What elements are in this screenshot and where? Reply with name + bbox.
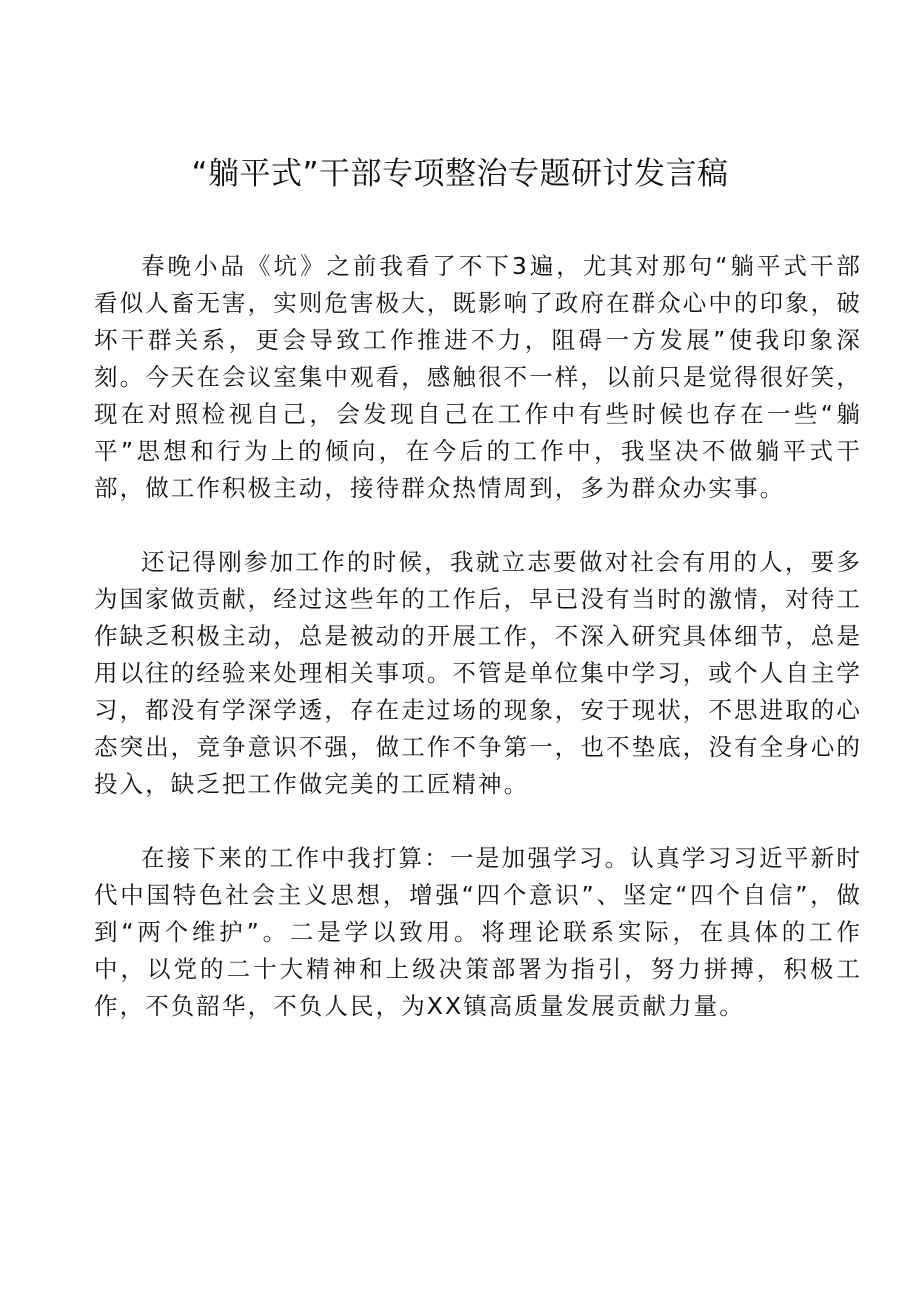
- document-body: [94, 248, 862, 1025]
- paragraph-1: 春晚小品《坑》之前我看了不下3遍，尤其对那句“躺平式干部看似人畜无害，实则危害极大，既影响了政府在群众心中的印象，破坏干群关系，更会导致工作推进不力，阻碍一方发展”使我印象深刻。今天在会议室集中观看，感触很不一样，以前只是觉得很好笑，现在对照检视自己，会发现自己在工作中有些时候也存在一些“躺平”思想和行为上的倾向，在今后的工作中，我坚决不做躺平式干部，做工作积极主动，接待群众热情周到，多为群众办实事。: [94, 252, 862, 502]
- paragraph-2: 还记得刚参加工作的时候，我就立志要做对社会有用的人，要多为国家做贡献，经过这些年的工作后，早已没有当时的激情，对待工作缺乏积极主动，总是被动的开展工作，不深入研究具体细节，总是用以往的经验来处理相关事项。不管是单位集中学习，或个人自主学习，都没有学深学透，存在走过场的现象，安于现状，不思进取的心态突出，竞争意识不强，做工作不争第一，也不垫底，没有全身心的投入，缺乏把工作做完美的工匠精神。: [94, 548, 862, 798]
- paragraph-3: 在接下来的工作中我打算：一是加强学习。认真学习习近平新时代中国特色社会主义思想，增强“四个意识”、坚定“四个自信”，做到“两个维护”。二是学以致用。将理论联系实际，在具体的工作中，以党的二十大精神和上级决策部署为指引，努力拼搏，积极工作，不负韶华，不负人民，为XX镇高质量发展贡献力量。: [94, 844, 862, 1020]
- document-title: “躺平式”干部专项整治专题研讨发言稿: [191, 156, 729, 192]
